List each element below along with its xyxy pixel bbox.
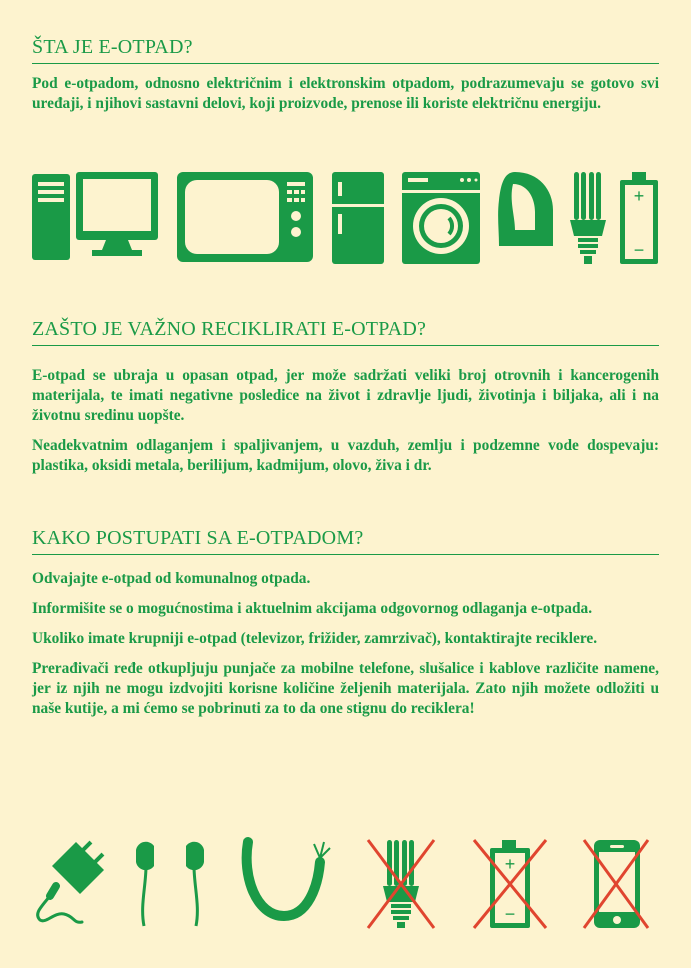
- charger-icon: [30, 836, 110, 926]
- tv-icon: [175, 170, 315, 266]
- section3-heading: KAKO POSTUPATI SA E-OTPADOM?: [32, 527, 659, 555]
- section1-heading: ŠTA JE E-OTPAD?: [32, 36, 659, 64]
- battery-minus-label: −: [633, 240, 645, 260]
- battery-icon: [618, 170, 660, 266]
- cable-icon: [236, 836, 332, 926]
- section2-heading: ZAŠTO JE VAŽNO RECIKLIRATI E-OTPAD?: [32, 318, 659, 346]
- crossed-phone-icon: [580, 836, 652, 932]
- section3-paragraph-4: Prerađivači ređe otkupljuju punjače za mobilne telefone, slušalice i kablove različite namene, jer iz njih ne mogu izdvojiti korisne količine željenih materijala. Zato njih možete odložiti u naše kutije, a mi ćemo se pobrinuti za to da one stignu do reciklera!: [32, 660, 659, 717]
- battery-plus-label: +: [633, 186, 645, 206]
- computer-icon: [30, 170, 160, 268]
- section-why-recycle: [32, 318, 659, 476]
- energy-bulb-icon: [568, 170, 608, 268]
- earphones-icon: [132, 836, 208, 928]
- section1-text: Pod e-otpadom, odnosno električnim i elektronskim otpadom, podrazumevaju se gotovo svi uređaji, i njihovi sastavni delovi, koji proizvode, prenose ili koriste električnu energiju.: [32, 75, 659, 112]
- crossed-battery-minus-label: −: [504, 904, 516, 924]
- section-how-to-handle: [32, 527, 659, 719]
- section3-paragraph-2: Informišite se o mogućnostima i aktuelnim akcijama odgovornog odlaganja e-otpada.: [32, 600, 593, 617]
- crossed-battery-plus-label: +: [504, 854, 516, 874]
- washing-machine-icon: [400, 170, 482, 266]
- fridge-icon: [330, 170, 386, 266]
- iron-icon: [495, 170, 557, 250]
- section-what-is-ewaste: [32, 36, 659, 114]
- section3-paragraph-3: Ukoliko imate krupniji e-otpad (televizor, frižider, zamrzivač), kontaktirajte reciklere.: [32, 630, 598, 647]
- crossed-bulb-icon: [364, 836, 438, 932]
- section2-paragraph-2: Neadekvatnim odlaganjem i spaljivanjem, u vazduh, zemlju i podzemne vode dospevaju: plastika, oksidi metala, berilijum, kadmijum, olovo, živa i dr.: [32, 437, 659, 474]
- crossed-battery-icon: [470, 836, 550, 932]
- section2-paragraph-1: E-otpad se ubraja u opasan otpad, jer može sadržati veliki broj otrovnih i kancerogenih materijala, te imati negativne posledice na život i zdravlje ljudi, životinja i biljaka, ali i na životnu sredinu uopšte.: [32, 367, 659, 424]
- section3-paragraph-1: Odvajajte e-otpad od komunalnog otpada.: [32, 570, 311, 587]
